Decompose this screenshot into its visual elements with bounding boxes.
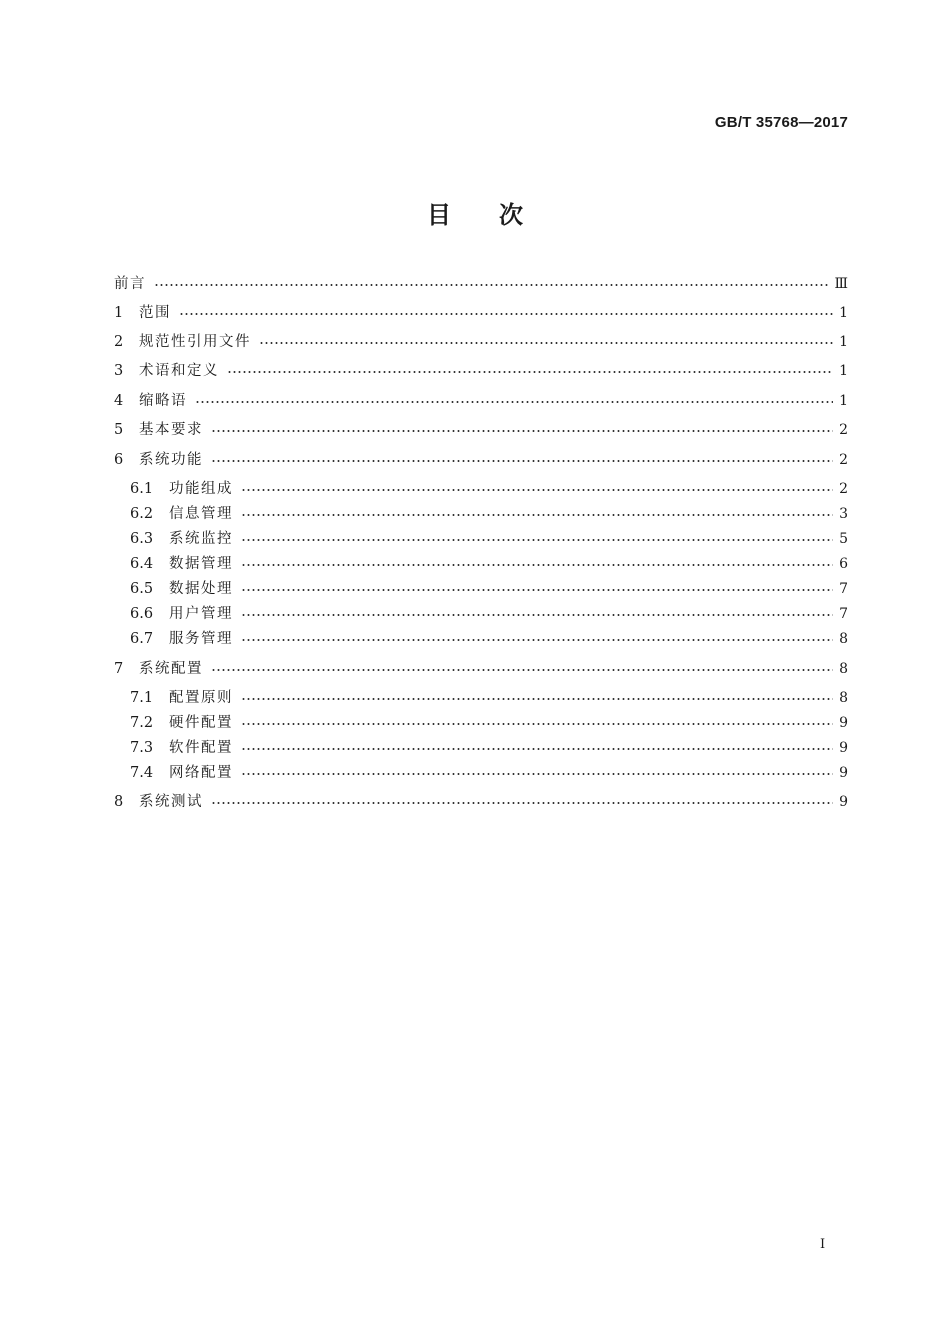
- toc-entry-label: 信息管理: [169, 506, 233, 522]
- toc-entry-page: 8: [839, 661, 848, 677]
- toc-entry-page: 9: [839, 715, 848, 731]
- toc-entry-page: 9: [839, 794, 848, 810]
- toc-entry-number: 6.3: [130, 531, 154, 547]
- toc-entry-number: 7.3: [130, 740, 154, 756]
- toc-entry-page: 9: [839, 765, 848, 781]
- toc-leader-dots: [241, 539, 833, 541]
- toc-entry-number: 7: [114, 661, 124, 677]
- toc-entry-number: 6: [114, 452, 124, 468]
- toc-entry-page: 9: [839, 740, 848, 756]
- toc-entry-number: 4: [114, 393, 124, 409]
- toc-entry-label: 范围: [139, 305, 171, 321]
- toc-entry-7-3[interactable]: [130, 738, 848, 758]
- toc-entry-number: 2: [114, 334, 124, 350]
- footer-page-number: I: [820, 1237, 826, 1252]
- toc-entry-label: 硬件配置: [169, 715, 233, 731]
- toc-entry-label: 缩略语: [139, 393, 187, 409]
- toc-leader-dots: [259, 342, 833, 344]
- toc-leader-dots: [211, 802, 833, 804]
- toc-entry-label: 网络配置: [169, 765, 233, 781]
- toc-entry-page: Ⅲ: [834, 276, 848, 292]
- toc-entry-number: 6.5: [130, 581, 154, 597]
- toc-entry-page: 1: [839, 334, 848, 350]
- toc-entry-label: 基本要求: [139, 422, 203, 438]
- toc-entry-label: 前言: [114, 276, 146, 292]
- toc-leader-dots: [241, 698, 833, 700]
- toc-leader-dots: [195, 401, 833, 403]
- toc-leader-dots: [227, 371, 833, 373]
- toc-entry-8[interactable]: [114, 792, 848, 812]
- toc-entry-6-6[interactable]: [130, 604, 848, 624]
- toc-entry-page: 7: [839, 606, 848, 622]
- toc-entry-page: 3: [839, 506, 848, 522]
- toc-entry-foreword[interactable]: [114, 274, 848, 294]
- toc-entry-6-3[interactable]: [130, 529, 848, 549]
- toc-entry-page: 7: [839, 581, 848, 597]
- toc-leader-dots: [241, 589, 833, 591]
- toc-entry-6-2[interactable]: [130, 504, 848, 524]
- toc-leader-dots: [241, 514, 833, 516]
- toc-entry-number: 1: [114, 305, 124, 321]
- toc-entry-page: 8: [839, 631, 848, 647]
- toc-entry-number: 3: [114, 363, 124, 379]
- toc-entry-3[interactable]: [114, 361, 848, 381]
- toc-entry-label: 术语和定义: [139, 363, 219, 379]
- toc-leader-dots: [241, 639, 833, 641]
- toc-entry-number: 5: [114, 422, 124, 438]
- toc-entry-7[interactable]: [114, 659, 848, 679]
- toc-entry-number: 6.2: [130, 506, 154, 522]
- toc-entry-7-2[interactable]: [130, 713, 848, 733]
- toc-entry-page: 6: [839, 556, 848, 572]
- toc-leader-dots: [179, 313, 833, 315]
- toc-entry-page: 2: [839, 422, 848, 438]
- toc-leader-dots: [211, 430, 833, 432]
- toc-entry-page: 2: [839, 452, 848, 468]
- toc-entry-label: 系统监控: [169, 531, 233, 547]
- toc-entry-5[interactable]: [114, 420, 848, 440]
- toc-entry-7-4[interactable]: [130, 763, 848, 783]
- toc-entry-label: 系统功能: [139, 452, 203, 468]
- toc-entry-label: 数据处理: [169, 581, 233, 597]
- toc-entry-label: 功能组成: [169, 481, 233, 497]
- standard-code: GB/T 35768—2017: [714, 114, 848, 131]
- toc-leader-dots: [211, 460, 833, 462]
- toc-entry-7-1[interactable]: [130, 688, 848, 708]
- toc-leader-dots: [211, 669, 833, 671]
- toc-entry-1[interactable]: [114, 303, 848, 323]
- page-title: 目 次: [427, 201, 523, 229]
- toc-entry-label: 服务管理: [169, 631, 233, 647]
- toc-entry-number: 6.7: [130, 631, 154, 647]
- toc-leader-dots: [241, 773, 833, 775]
- toc-entry-number: 8: [114, 794, 124, 810]
- toc-entry-label: 系统配置: [139, 661, 203, 677]
- toc-leader-dots: [241, 748, 833, 750]
- toc-entry-number: 7.2: [130, 715, 154, 731]
- toc-leader-dots: [241, 489, 833, 491]
- toc-leader-dots: [241, 614, 833, 616]
- toc-entry-number: 6.4: [130, 556, 154, 572]
- toc-entry-number: 7.1: [130, 690, 154, 706]
- toc-entry-6-4[interactable]: [130, 554, 848, 574]
- toc-entry-6[interactable]: [114, 450, 848, 470]
- toc-entry-number: 6.6: [130, 606, 154, 622]
- toc-entry-6-7[interactable]: [130, 629, 848, 649]
- toc-entry-number: 6.1: [130, 481, 154, 497]
- toc-entry-6-5[interactable]: [130, 579, 848, 599]
- toc-entry-4[interactable]: [114, 391, 848, 411]
- toc-entry-number: 7.4: [130, 765, 154, 781]
- toc-entry-6-1[interactable]: [130, 479, 848, 499]
- toc-leader-dots: [154, 284, 828, 286]
- toc-entry-page: 1: [839, 305, 848, 321]
- toc-entry-label: 系统测试: [139, 794, 203, 810]
- toc-entry-page: 1: [839, 363, 848, 379]
- toc-entry-page: 2: [839, 481, 848, 497]
- toc-entry-label: 用户管理: [169, 606, 233, 622]
- toc-entry-page: 5: [839, 531, 848, 547]
- toc-leader-dots: [241, 723, 833, 725]
- toc-entry-2[interactable]: [114, 332, 848, 352]
- toc-entry-label: 软件配置: [169, 740, 233, 756]
- toc-entry-page: 1: [839, 393, 848, 409]
- toc-entry-label: 规范性引用文件: [139, 334, 251, 350]
- toc-entry-page: 8: [839, 690, 848, 706]
- toc-entry-label: 配置原则: [169, 690, 233, 706]
- toc-entry-label: 数据管理: [169, 556, 233, 572]
- toc-leader-dots: [241, 564, 833, 566]
